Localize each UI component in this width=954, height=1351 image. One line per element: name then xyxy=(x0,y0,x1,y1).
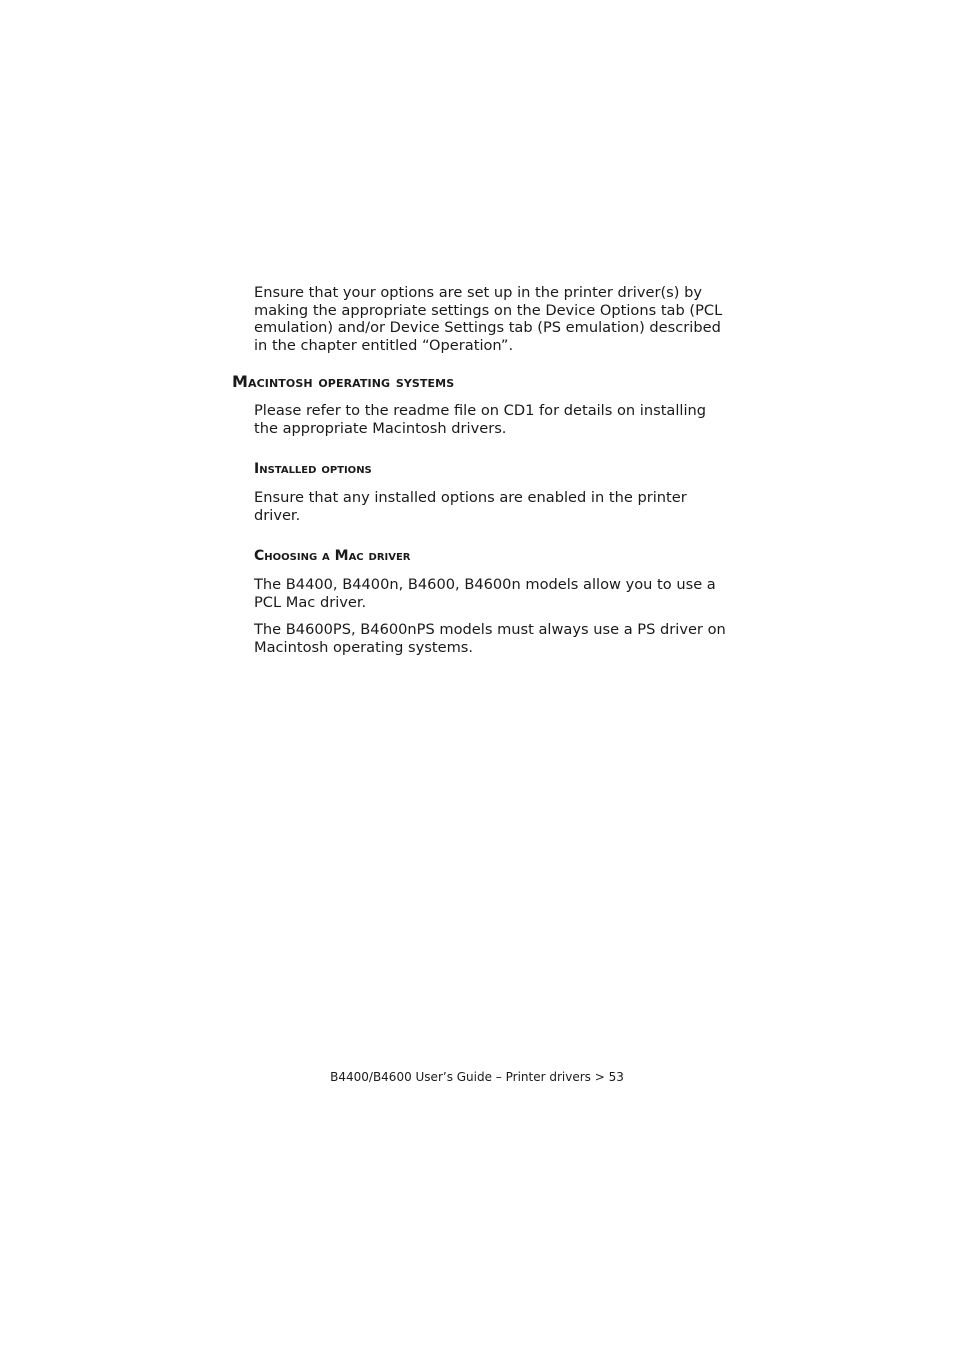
choosing-mac-driver-paragraph-2: The B4600PS, B4600nPS models must always use a PS driver on Macintosh operating systems. xyxy=(254,621,726,656)
installed-options-paragraph: Ensure that any installed options are enabled in the printer driver. xyxy=(254,489,687,524)
intro-paragraph: Ensure that your options are set up in the printer driver(s) by making the appropriate settings on the Device Options tab (PCL emulation) and/or Device Settings tab (PS emulation) described in the chapter entitled “Operation”. xyxy=(254,284,723,354)
page-footer: B4400/B4600 User’s Guide – Printer drivers > 53 xyxy=(330,1070,624,1084)
section-heading-macintosh: Macintosh operating systems xyxy=(232,372,455,391)
subheading-installed-options: Installed options xyxy=(254,461,372,477)
choosing-mac-driver-paragraph-1: The B4400, B4400n, B4600, B4600n models allow you to use a PCL Mac driver. xyxy=(254,576,716,611)
subheading-choosing-mac-driver: Choosing a Mac driver xyxy=(254,548,411,564)
macintosh-paragraph: Please refer to the readme file on CD1 for details on installing the appropriate Macintosh drivers. xyxy=(254,402,707,437)
